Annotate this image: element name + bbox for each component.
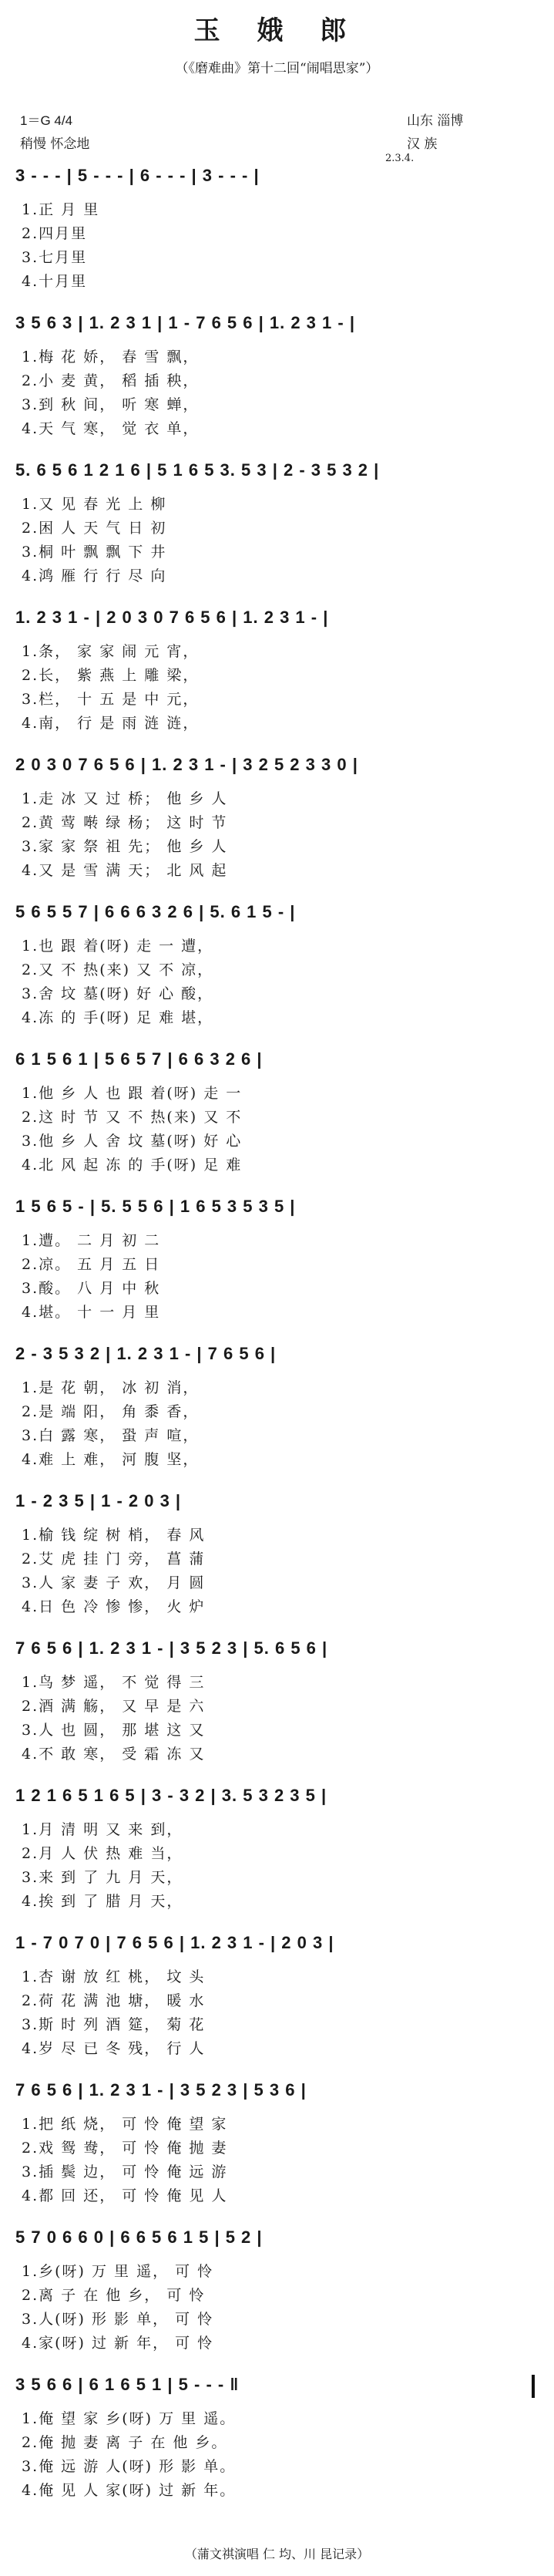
lyric-verse-3: 3.人 也 圆， 那 堪 这 又 xyxy=(22,1722,206,1739)
notation-line: 2 - 3 5 3 2 | 1. 2 3 1 - | 7 6 5 6 | xyxy=(15,1344,277,1363)
lyric-verse-4: 4.岁 尽 已 冬 残， 行 人 xyxy=(22,2040,206,2057)
lyric-verse-2: 2.荷 花 满 池 塘， 暖 水 xyxy=(22,1992,206,2009)
lyric-verse-3: 3.俺 远 游 人(呀) 形 影 单。 xyxy=(22,2458,237,2475)
music-system xyxy=(15,460,539,599)
lyric-verse-4: 4.俺 见 人 家(呀) 过 新 年。 xyxy=(22,2482,237,2499)
music-system xyxy=(15,2375,539,2514)
lyric-verse-3: 3.插 鬓 边， 可 怜 俺 远 游 xyxy=(22,2164,228,2180)
lyric-verse-2: 2.月 人 伏 热 难 当， xyxy=(22,1845,183,1862)
music-system xyxy=(15,1933,539,2072)
lyric-verse-1: 1.是 花 朝， 冰 初 消， xyxy=(22,1379,200,1396)
lyric-verse-3: 3.斯 时 列 酒 筵， 菊 花 xyxy=(22,2016,206,2033)
lyric-verse-1: 1.俺 望 家 乡(呀) 万 里 遥。 xyxy=(22,2410,237,2427)
lyric-verse-4: 4.不 敢 寒， 受 霜 冻 又 xyxy=(22,1746,206,1763)
music-system xyxy=(15,313,539,452)
music-system xyxy=(15,902,539,1041)
lyric-verse-2: 2.离 子 在 他 乡， 可 怜 xyxy=(22,2287,206,2304)
lyric-verse-4: 4.日 色 冷 惨 惨， 火 炉 xyxy=(22,1598,206,1615)
music-system xyxy=(15,1638,539,1777)
lyric-verse-2: 2.凉。 五 月 五 日 xyxy=(22,1256,161,1273)
final-barline xyxy=(532,2375,535,2398)
lyric-verse-4: 4.天 气 寒， 觉 衣 单， xyxy=(22,420,200,437)
lyric-verse-3: 3.他 乡 人 舍 坟 墓(呀) 好 心 xyxy=(22,1133,243,1150)
lyric-verse-4: 4.堪。 十 一 月 里 xyxy=(22,1304,161,1321)
notation-line: 1 - 2 3 5 | 1 - 2 0 3 | xyxy=(15,1491,182,1510)
lyric-verse-1: 1.遭。 二 月 初 二 xyxy=(22,1232,161,1249)
lyric-verse-4: 4.南， 行 是 雨 涟 涟， xyxy=(22,715,200,732)
lyric-verse-2: 2.小 麦 黄， 稻 插 秧， xyxy=(22,372,200,389)
lyric-verse-4: 4.难 上 难， 河 腹 坚， xyxy=(22,1451,200,1468)
credits-footer: （蒲文祺演唱 仁 均、川 昆记录） xyxy=(184,2547,370,2561)
lyric-verse-2: 2.俺 抛 妻 离 子 在 他 乡。 xyxy=(22,2434,228,2451)
lyric-verse-1: 1.正 月 里 xyxy=(22,201,100,218)
lyric-verse-3: 3.人 家 妻 子 欢， 月 圆 xyxy=(22,1574,206,1591)
lyric-verse-2: 2.是 端 阳， 角 黍 香， xyxy=(22,1403,200,1420)
notation-line: 1. 2 3 1 - | 2 0 3 0 7 6 5 6 | 1. 2 3 1 - | xyxy=(15,608,329,627)
lyric-verse-4: 4.北 风 起 冻 的 手(呀) 足 难 xyxy=(22,1157,243,1174)
notation-line: 5 7 0 6 6 0 | 6 6 5 6 1 5 | 5 2 | xyxy=(15,2227,263,2247)
music-system xyxy=(15,2080,539,2219)
lyric-verse-4: 4.都 回 还， 可 怜 俺 见 人 xyxy=(22,2187,228,2204)
lyric-verse-1: 1.榆 钱 绽 树 梢， 春 风 xyxy=(22,1527,206,1544)
lyric-verse-1: 1.也 跟 着(呀) 走 一 遭， xyxy=(22,938,214,955)
lyric-verse-2: 2.这 时 节 又 不 热(来) 又 不 xyxy=(22,1109,243,1126)
music-system xyxy=(15,166,539,305)
lyric-verse-1: 1.把 纸 烧， 可 怜 俺 望 家 xyxy=(22,2116,228,2133)
lyric-verse-1: 1.乡(呀) 万 里 遥， 可 怜 xyxy=(22,2263,214,2280)
notation-line: 5 6 5 5 7 | 6 6 6 3 2 6 | 5. 6 1 5 - | xyxy=(15,902,296,921)
lyric-verse-2: 2.戏 鸳 鸯， 可 怜 俺 抛 妻 xyxy=(22,2140,228,2157)
notation-line: 3 5 6 6 | 6 1 6 5 1 | 5 - - - ‖ xyxy=(15,2375,240,2394)
lyric-verse-1: 1.又 见 春 光 上 柳 xyxy=(22,496,167,513)
lyric-verse-4: 4.鸿 雁 行 行 尽 向 xyxy=(22,567,167,584)
region-label: 山东 淄博 xyxy=(407,113,464,129)
lyric-verse-3: 3.人(呀) 形 影 单， 可 怜 xyxy=(22,2311,214,2328)
lyric-verse-1: 1.鸟 梦 遥， 不 觉 得 三 xyxy=(22,1674,206,1691)
lyric-verse-4: 4.挨 到 了 腊 月 天， xyxy=(22,1893,183,1910)
lyric-verse-3: 3.栏， 十 五 是 中 元， xyxy=(22,691,200,708)
lyric-verse-2: 2.艾 虎 挂 门 旁， 菖 蒲 xyxy=(22,1551,206,1567)
lyric-verse-1: 1.杏 谢 放 红 桃， 坟 头 xyxy=(22,1968,206,1985)
lyric-verse-4: 4.家(呀) 过 新 年， 可 怜 xyxy=(22,2335,214,2352)
lyric-verse-1: 1.梅 花 娇， 春 雪 飘， xyxy=(22,349,200,365)
lyric-verse-3: 3.家 家 祭 祖 先； 他 乡 人 xyxy=(22,838,228,855)
lyric-verse-3: 3.来 到 了 九 月 天， xyxy=(22,1869,183,1886)
notation-line: 6 1 5 6 1 | 5 6 5 7 | 6 6 3 2 6 | xyxy=(15,1049,263,1069)
lyric-verse-2: 2.又 不 热(来) 又 不 凉， xyxy=(22,961,214,978)
song-subtitle: （《磨难曲》第十二回“闹唱思家”） xyxy=(175,61,379,76)
music-system xyxy=(15,1049,539,1188)
music-system xyxy=(15,755,539,894)
notation-line: 5. 6 5 6 1 2 1 6 | 5 1 6 5 3. 5 3 | 2 - 3 5 3 2 | xyxy=(15,460,380,480)
lyric-verse-2: 2.四月里 xyxy=(22,225,88,242)
lyric-verse-2: 2.困 人 天 气 日 初 xyxy=(22,520,167,537)
lyric-verse-3: 3.到 秋 间， 听 寒 蝉， xyxy=(22,396,200,413)
notation-line: 7 6 5 6 | 1. 2 3 1 - | 3 5 2 3 | 5 3 6 | xyxy=(15,2080,307,2100)
notation-line: 1 2 1 6 5 1 6 5 | 3 - 3 2 | 3. 5 3 2 3 5 | xyxy=(15,1786,327,1805)
lyric-verse-3: 3.七月里 xyxy=(22,249,88,266)
lyric-verse-4: 4.冻 的 手(呀) 足 难 堪， xyxy=(22,1009,214,1026)
music-system xyxy=(15,1197,539,1335)
tempo-marking: 稍慢 怀念地 xyxy=(20,136,90,152)
key-signature: 1＝G 4/4 xyxy=(20,113,73,128)
lyric-verse-4: 4.又 是 雪 满 天； 北 风 起 xyxy=(22,862,228,879)
song-title: 玉 娥 郎 xyxy=(193,15,361,46)
lyric-verse-3: 3.舍 坟 墓(呀) 好 心 酸， xyxy=(22,985,214,1002)
lyric-verse-2: 2.长， 紫 燕 上 雕 梁， xyxy=(22,667,200,684)
lyric-verse-1: 1.他 乡 人 也 跟 着(呀) 走 一 xyxy=(22,1085,243,1102)
lyric-verse-3: 3.桐 叶 飘 飘 下 井 xyxy=(22,544,167,561)
lyric-verse-2: 2.酒 满 觞， 又 早 是 六 xyxy=(22,1698,206,1715)
lyric-verse-1: 1.月 清 明 又 来 到， xyxy=(22,1821,183,1838)
notation-line: 3 - - - | 5 - - - | 6 - - - | 3 - - - | xyxy=(15,166,260,185)
music-system xyxy=(15,608,539,746)
notation-line: 2 0 3 0 7 6 5 6 | 1. 2 3 1 - | 3 2 5 2 3 3 0 | xyxy=(15,755,358,774)
notation-line: 1 - 7 0 7 0 | 7 6 5 6 | 1. 2 3 1 - | 2 0 3 | xyxy=(15,1933,334,1952)
notation-line: 7 6 5 6 | 1. 2 3 1 - | 3 5 2 3 | 5. 6 5 6 | xyxy=(15,1638,328,1658)
notation-line: 3 5 6 3 | 1. 2 3 1 | 1 - 7 6 5 6 | 1. 2 3 1 - | xyxy=(15,313,355,332)
music-system xyxy=(15,2227,539,2366)
music-system xyxy=(15,1786,539,1924)
notation-line: 1 5 6 5 - | 5. 5 5 6 | 1 6 5 3 5 3 5 | xyxy=(15,1197,296,1216)
lyric-verse-2: 2.黄 莺 啭 绿 杨； 这 时 节 xyxy=(22,814,228,831)
lyric-verse-3: 3.白 露 寒， 蛩 声 喧， xyxy=(22,1427,200,1444)
music-system xyxy=(15,1344,539,1483)
lyric-verse-1: 1.走 冰 又 过 桥； 他 乡 人 xyxy=(22,790,228,807)
lyric-verse-4: 4.十月里 xyxy=(22,273,88,290)
ethnicity-label: 汉 族 xyxy=(407,136,438,152)
lyric-verse-1: 1.条， 家 家 闹 元 宵， xyxy=(22,643,200,660)
volta-label: 2.3.4. xyxy=(385,153,415,164)
lyric-verse-3: 3.酸。 八 月 中 秋 xyxy=(22,1280,161,1297)
music-system xyxy=(15,1491,539,1630)
